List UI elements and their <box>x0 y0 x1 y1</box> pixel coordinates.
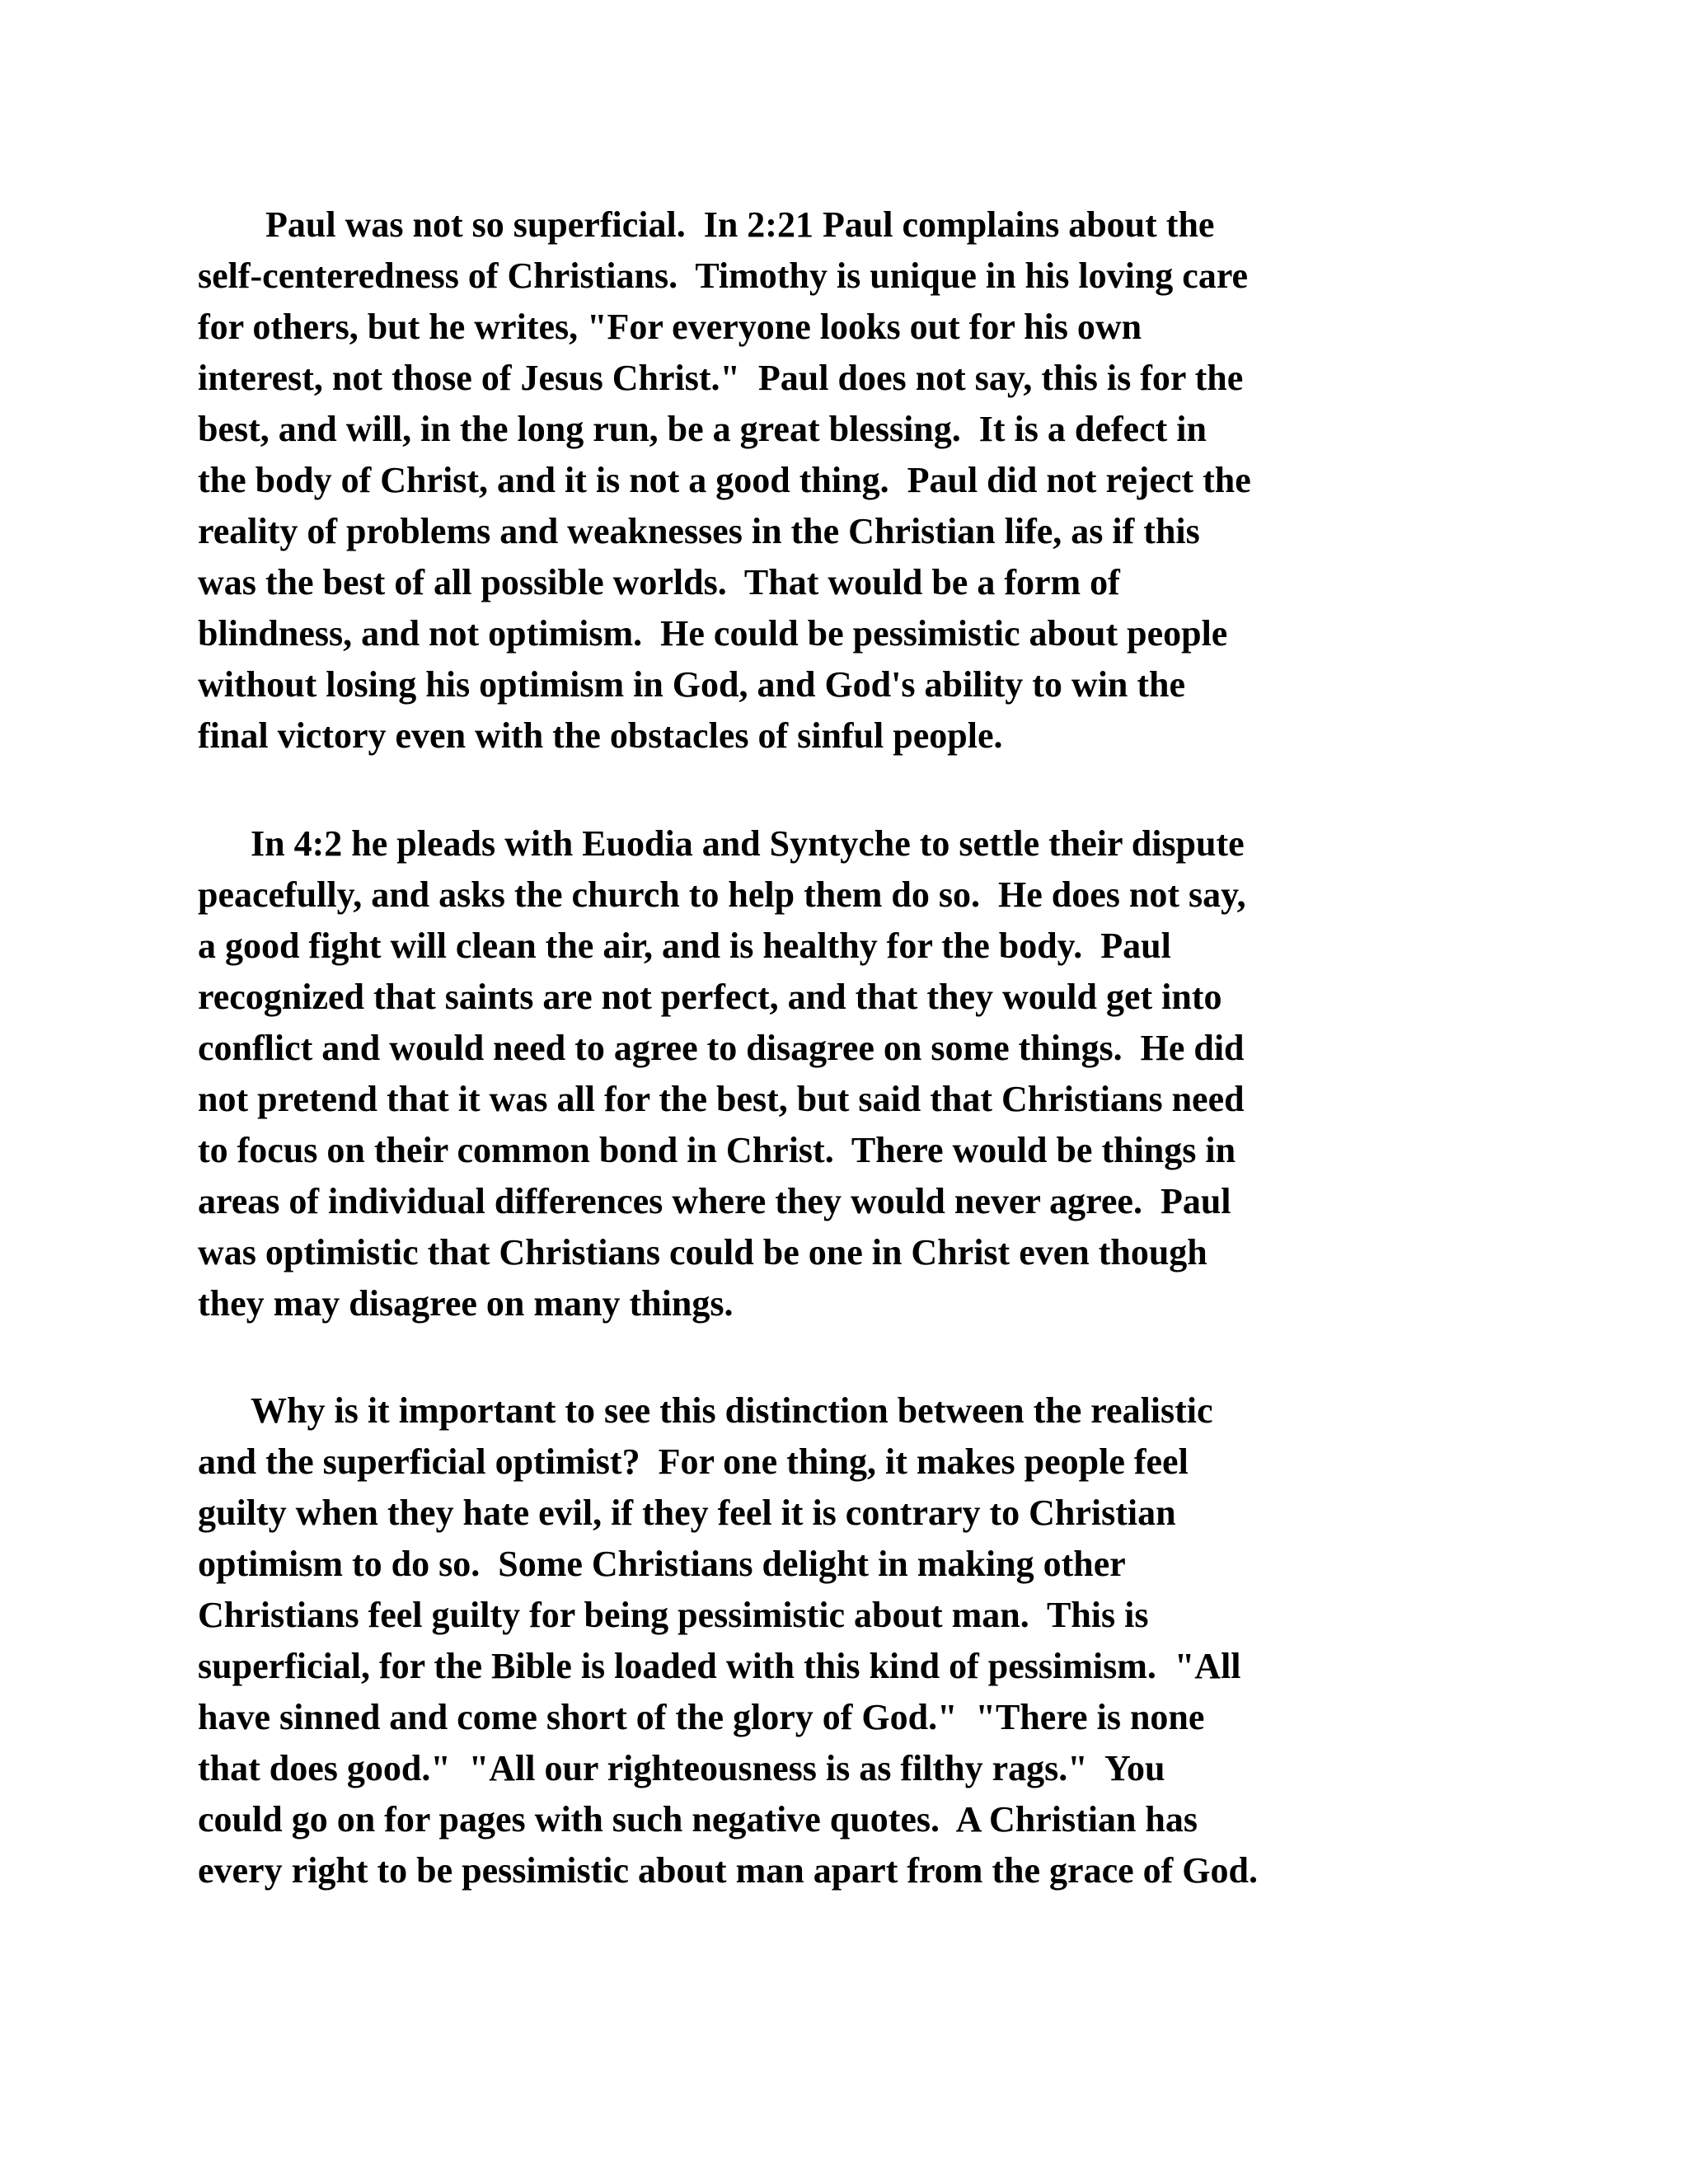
text-line: they may disagree on many things. <box>198 1283 734 1324</box>
text-line: was the best of all possible worlds. That would be a form of <box>198 562 1120 602</box>
text-line: peacefully, and asks the church to help them do so. He does not say, <box>198 874 1246 915</box>
text-line: optimism to do so. Some Christians delight in making other <box>198 1544 1126 1584</box>
text-line: could go on for pages with such negative quotes. A Christian has <box>198 1799 1198 1840</box>
text-line: guilty when they hate evil, if they feel it is contrary to Christian <box>198 1493 1176 1533</box>
text-line: the body of Christ, and it is not a good thing. Paul did not reject the <box>198 460 1251 500</box>
text-line: reality of problems and weaknesses in the Christian life, as if this <box>198 511 1200 551</box>
text-line: and the superficial optimist? For one thing, it makes people feel <box>198 1441 1189 1482</box>
text-line: Paul was not so superficial. In 2:21 Paul complains about the <box>265 204 1215 245</box>
text-line: In 4:2 he pleads with Euodia and Syntyche to settle their dispute <box>251 823 1245 864</box>
paragraph-1 <box>198 199 1500 762</box>
text-line: superficial, for the Bible is loaded with this kind of pessimism. "All <box>198 1646 1241 1686</box>
text-line: Why is it important to see this distinction between the realistic <box>251 1390 1213 1431</box>
paragraph-2 <box>198 818 1500 1329</box>
text-line: that does good." "All our righteousness is as filthy rags." You <box>198 1748 1165 1788</box>
text-line: without losing his optimism in God, and God's ability to win the <box>198 664 1186 705</box>
text-line: have sinned and come short of the glory of God." "There is none <box>198 1697 1205 1737</box>
text-line: conflict and would need to agree to disagree on some things. He did <box>198 1028 1245 1068</box>
text-line: best, and will, in the long run, be a great blessing. It is a defect in <box>198 409 1207 449</box>
paragraph-3 <box>198 1385 1500 1896</box>
text-line: final victory even with the obstacles of sinful people. <box>198 715 1003 756</box>
text-line: recognized that saints are not perfect, and that they would get into <box>198 977 1222 1017</box>
text-line: for others, but he writes, "For everyone looks out for his own <box>198 307 1142 347</box>
text-line: every right to be pessimistic about man apart from the grace of God. <box>198 1850 1258 1891</box>
text-line: blindness, and not optimism. He could be pessimistic about people <box>198 613 1228 654</box>
text-line: to focus on their common bond in Christ. There would be things in <box>198 1130 1236 1170</box>
text-line: not pretend that it was all for the best, but said that Christians need <box>198 1079 1245 1119</box>
text-line: Christians feel guilty for being pessimistic about man. This is <box>198 1595 1149 1635</box>
text-line: interest, not those of Jesus Christ." Paul does not say, this is for the <box>198 358 1244 398</box>
text-line: self-centeredness of Christians. Timothy is unique in his loving care <box>198 255 1249 296</box>
text-line: was optimistic that Christians could be one in Christ even though <box>198 1232 1207 1272</box>
text-line: areas of individual differences where they would never agree. Paul <box>198 1181 1231 1221</box>
text-line: a good fight will clean the air, and is healthy for the body. Paul <box>198 926 1171 966</box>
